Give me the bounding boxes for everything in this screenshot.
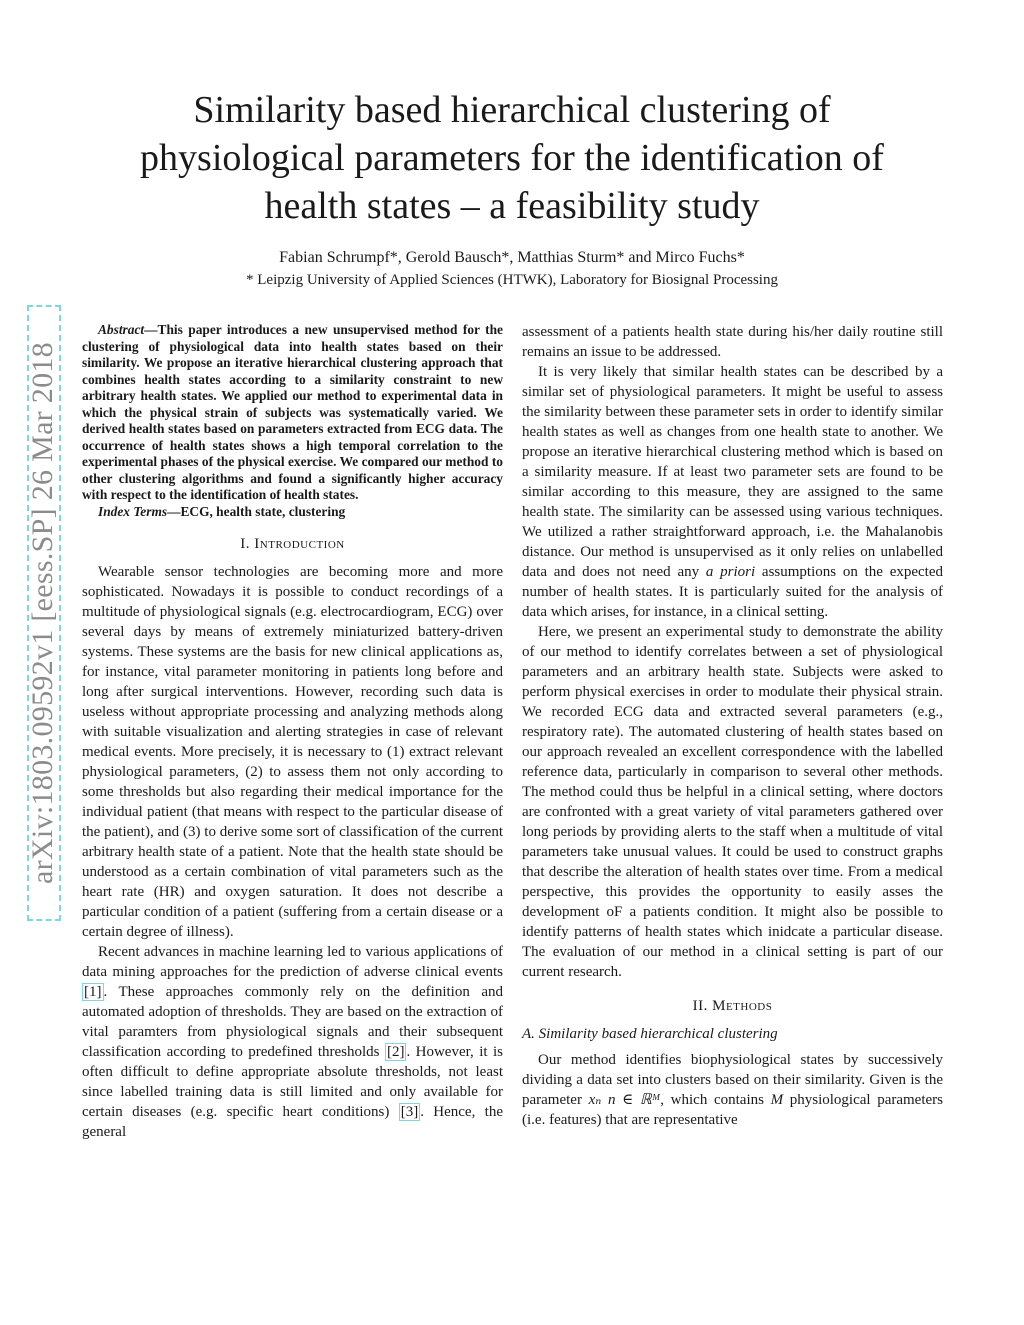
index-terms-text: —ECG, health state, clustering xyxy=(167,503,346,519)
intro-paragraph-2 xyxy=(82,942,503,1142)
text-run: assumptions on the expected number of health states. It is particularly suited for the analysis of data which arises, for instance, in a clinical setting. xyxy=(522,564,944,620)
arxiv-identifier: arXiv:1803.09592v1 [eess.SP] 26 Mar 2018 xyxy=(26,342,59,884)
abstract xyxy=(82,322,503,504)
emphasis-a-priori: a priori xyxy=(705,564,756,580)
text-run: physiological parameters (i.e. features) that are representative xyxy=(522,1092,943,1128)
abstract-text: —This paper introduces a new unsupervised method for the clustering of physiological data into health states based on their similarity. We propose an iterative hierarchical clustering approach that combines health states according to a similarity constraint to new arbitrary health states. We applied our method to experimental data in which the physical strain of subjects was systematically varied. We derived health states based on parameters extracted from ECG data. The occurrence of health states shows a high temporal correlation to the experimental phases of the physical exercise. We compared our method to other clustering algorithms and found a significantly higher accuracy with respect to the identification of health states. xyxy=(82,322,503,502)
author-list: Fabian Schrumpf*, Gerold Bausch*, Matthias Sturm* and Mirco Fuchs* xyxy=(279,249,745,266)
text-run: Recent advances in machine learning led to various applications of data mining approaches for the prediction of adverse clinical events xyxy=(82,944,503,980)
intro-paragraph-4: Here, we present an experimental study to demonstrate the ability of our method to identify correlates between a set of physiological parameters and an arbitrary health state. Subjects were asked to perform physical exercises in order to modulate their physical strain. We recorded ECG data and extracted several parameters (e.g., respiratory rate). The automated clustering of health states based on our approach revealed an excellent correspondence with the labelled reference data, particularly in comparison to several other methods. The method could thus be helpful in a clinical setting, where doctors are confronted with a great variety of vital parameters gathered over long periods by providing alerts to the staff when a multitude of vital parameters take unusual values. It could be used to construct graphs that describe the alteration of health states over time. From a medical perspective, this provides the opportunity to easily asses the development oF a patients condition. It might also be possible to identify patterns of health states which inidcate a particular disease. The evaluation of our method in a clinical setting is part of our current research. xyxy=(522,624,943,980)
section-title: Introduction xyxy=(254,536,345,552)
math-m: M xyxy=(770,1092,784,1108)
abstract-label: Abstract xyxy=(98,322,145,337)
subsection-heading: A. Similarity based hierarchical clustering xyxy=(522,1026,778,1042)
citation-link-3[interactable]: [3] xyxy=(400,1104,419,1120)
math-parameter: xₙ n ∈ ℝᴹ xyxy=(588,1092,661,1108)
methods-paragraph-1 xyxy=(522,1050,943,1130)
index-terms xyxy=(82,504,503,521)
section-numeral: II. xyxy=(692,998,713,1014)
title-line-3: health states – a feasibility study xyxy=(264,185,760,227)
text-run: . Hence, the general xyxy=(82,1104,503,1140)
citation-link-1[interactable]: [1] xyxy=(84,984,102,1000)
text-run: It is very likely that similar health states can be described by a similar set of physiological parameters. It might be useful to assess the similarity between these parameter sets in order to identify similar health states as well as changes from one health state to another. We propose an iterative hierarchical clustering method which is based on a similarity measure. If at least two parameter sets are found to be similar according to this measure, they are assigned to the same health state. The similarity can be assessed using various techniques. We utilized a rather straightforward approach, i.e. the Mahalanobis distance. Our method is unsupervised as it only relies on unlabelled data and does not need any xyxy=(522,364,943,580)
text-run: , which contains xyxy=(660,1092,771,1108)
paper-title xyxy=(90,86,934,230)
section-heading-introduction xyxy=(82,534,503,554)
right-column xyxy=(522,322,943,1130)
text-run: Our method identifies biophysiological states by successively dividing a data set into clusters based on their similarity. Given is the parameter xyxy=(522,1052,943,1108)
index-terms-label: Index Terms xyxy=(98,503,168,519)
text-run: . These approaches commonly rely on the definition and automated adoption of thresholds. They are based on the extraction of vital paramters from physiological signals and their subsequent classification according to predefined thresholds xyxy=(82,984,503,1060)
text-run: . However, it is often difficult to define appropriate absolute thresholds, not least since labelled training data is still limited and only available for certain diseases (e.g. specific heart conditions) xyxy=(82,1044,503,1120)
citation-link-2[interactable]: [2] xyxy=(386,1044,405,1060)
section-title: Methods xyxy=(712,998,773,1014)
intro-paragraph-3 xyxy=(522,362,943,622)
section-heading-methods xyxy=(522,996,943,1016)
title-line-1: Similarity based hierarchical clustering of xyxy=(193,89,831,131)
section-numeral: I. xyxy=(240,536,255,552)
intro-paragraph-1: Wearable sensor technologies are becoming more and more sophisticated. Nowadays it is possible to conduct recordings of a multitude of physiological signals (e.g. electrocardiogram, ECG) over several days by means of extremely miniaturized battery-driven systems. These systems are the basis for new clinical applications as, for instance, vital parameter monitoring in patients long before and long after surgical interventions. However, recording such data is useless without appropriate processing and analyzing methods along with suitable visualization and alerting strategies in case of relevant medical events. More precisely, it is necessary to (1) extract relevant physiological parameters, (2) to assess them not only according to some thresholds but also regarding their medical importance for the individual patient (that means with respect to the particular disease of the patient), and (3) to derive some sort of classification of the current arbitrary health state of a patient. Note that the health state should be understood as a certain combination of vital parameters such as the heart rate (HR) and oxygen saturation. It does not describe a particular condition of a patient (suffering from a certain disease or a certain degree of illness). xyxy=(82,564,503,940)
affiliation: * Leipzig University of Applied Sciences (HTWK), Laboratory for Biosignal Processing xyxy=(246,272,778,288)
arxiv-sidebar[interactable] xyxy=(22,300,68,925)
left-column xyxy=(82,322,503,1142)
title-line-2: physiological parameters for the identification of xyxy=(140,137,884,179)
intro-paragraph-continued: assessment of a patients health state during his/her daily routine still remains an issue to be addressed. xyxy=(522,324,943,360)
